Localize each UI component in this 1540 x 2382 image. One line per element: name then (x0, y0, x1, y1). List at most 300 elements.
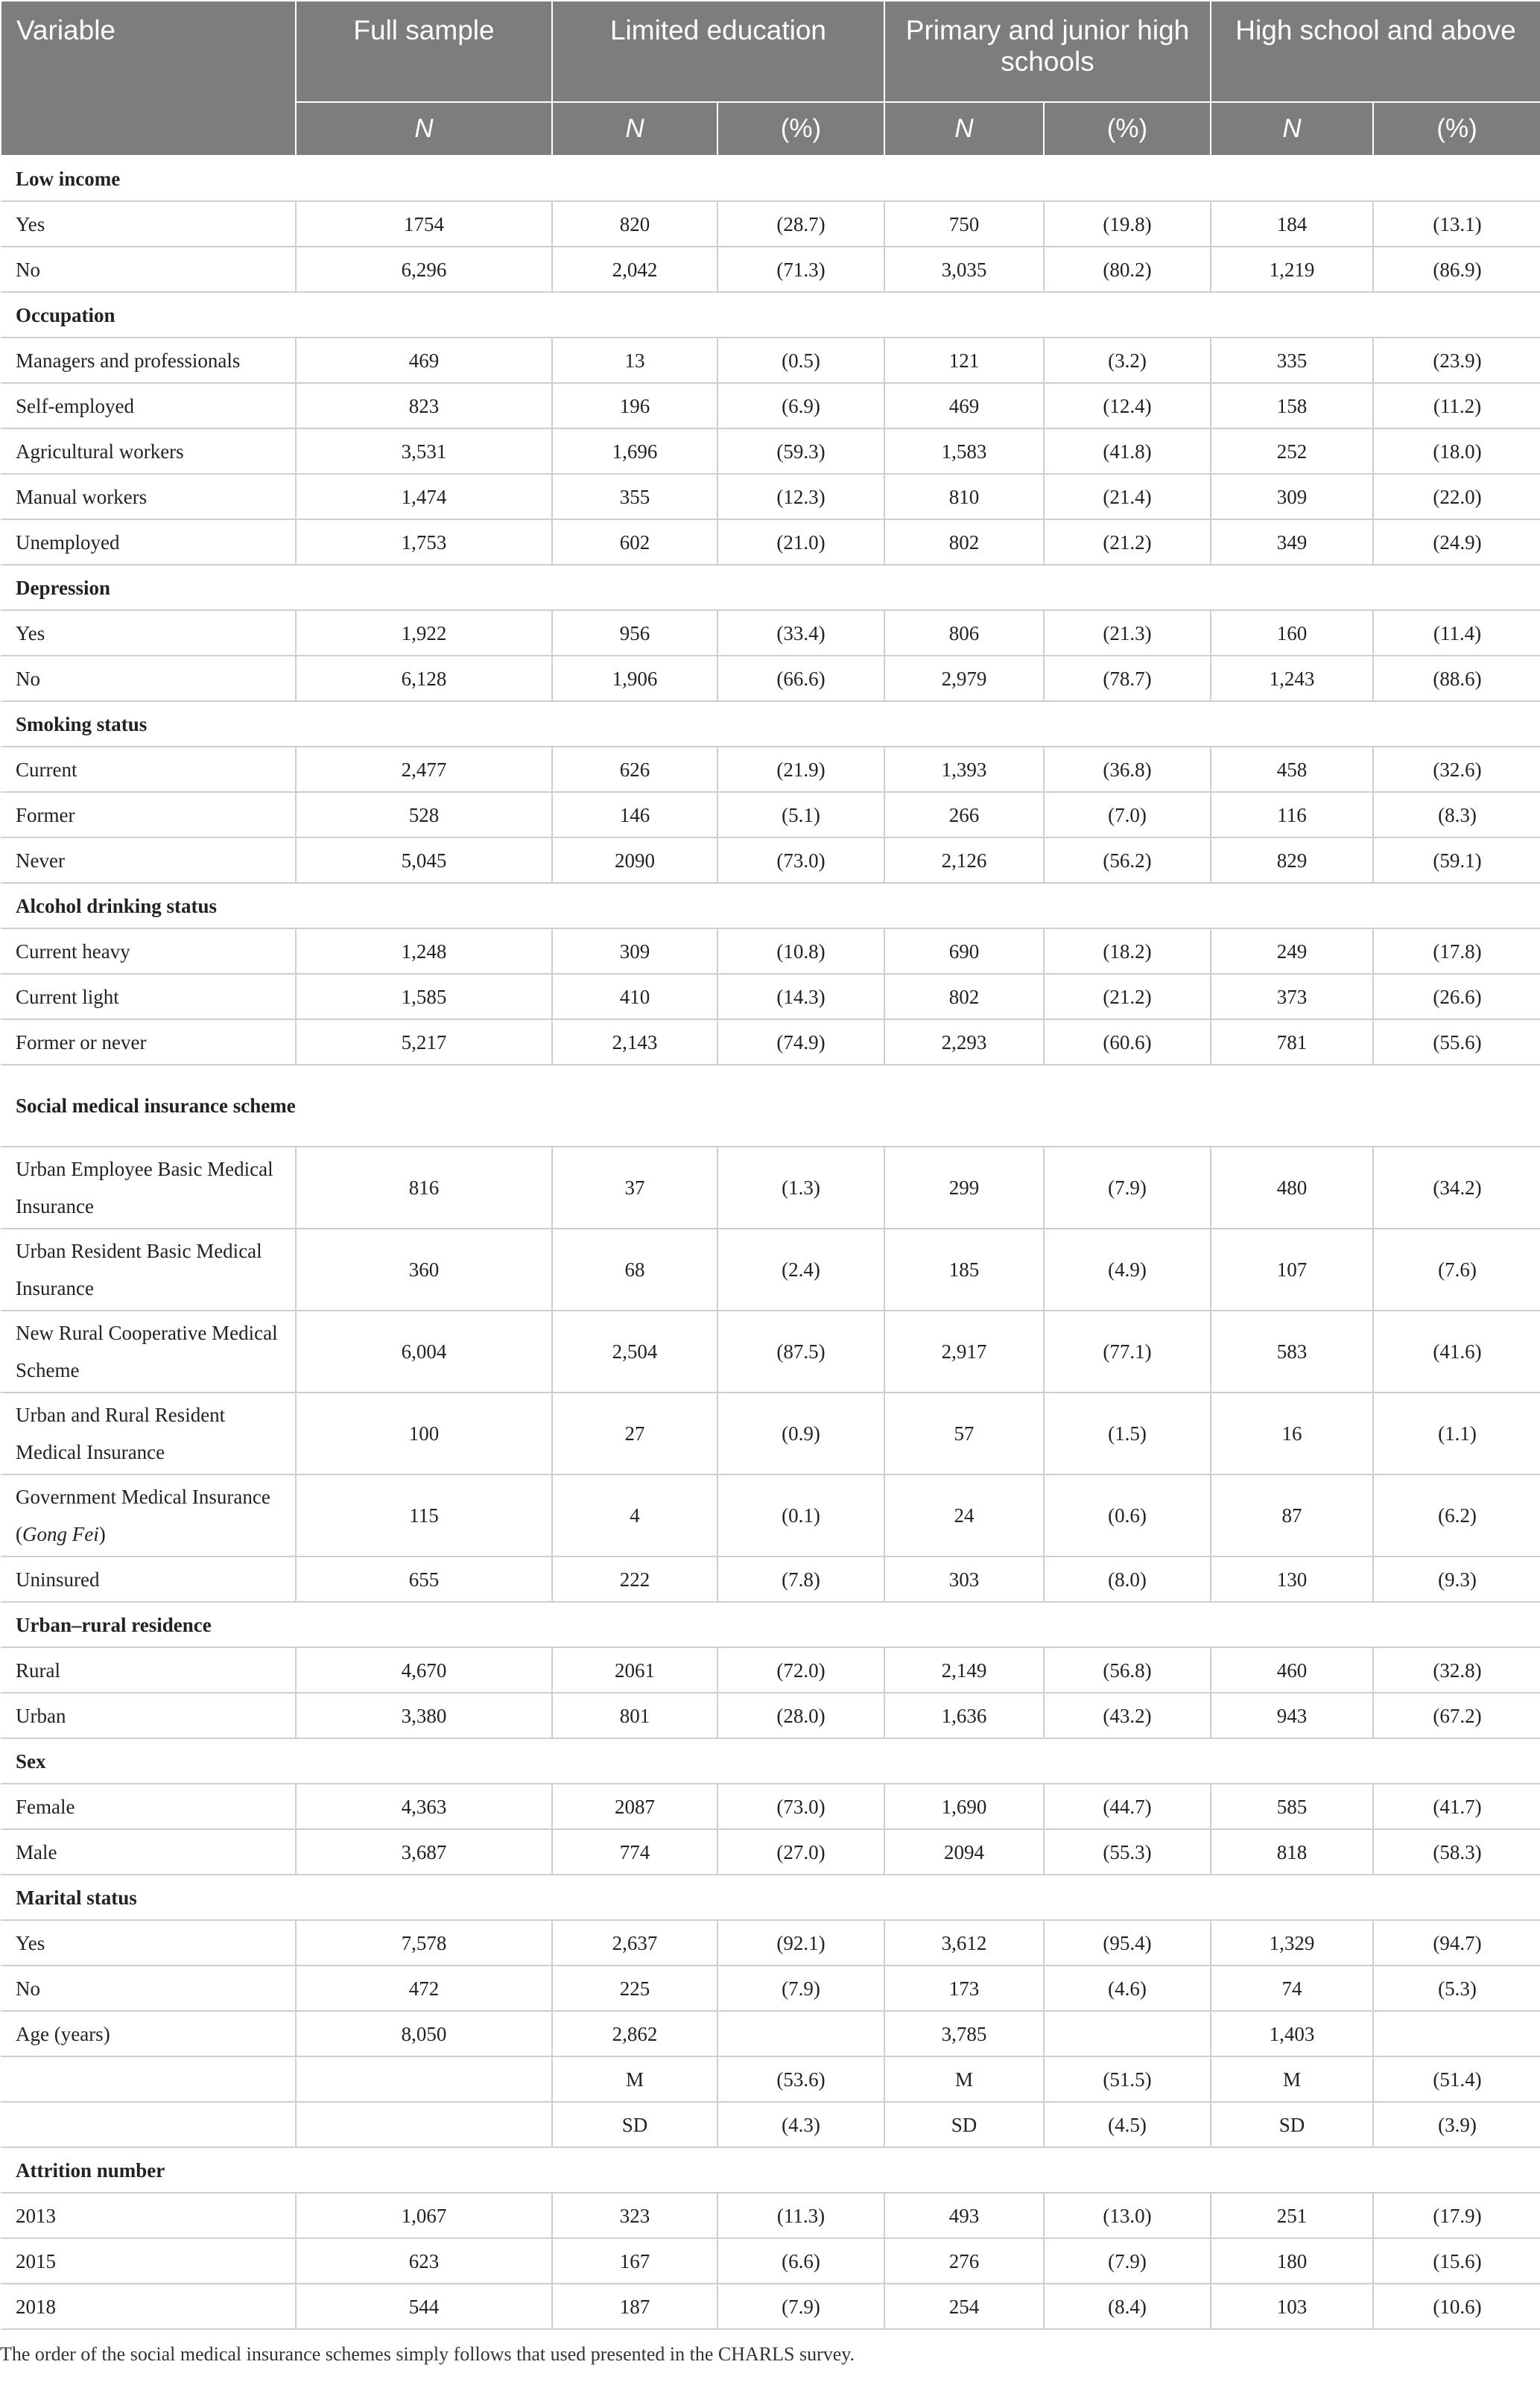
table-row (1, 610, 1540, 656)
table-row (1, 928, 1540, 974)
table-cell: 173 (884, 1966, 1044, 2011)
table-cell: (9.3) (1373, 1556, 1540, 1602)
table-cell: (51.4) (1373, 2056, 1540, 2102)
table-cell: (6.6) (717, 2238, 884, 2284)
header-full-sample: Full sample (296, 1, 552, 102)
section-label: Attrition number (1, 2147, 1540, 2193)
table-cell: 469 (296, 338, 552, 383)
table-cell: 810 (884, 474, 1044, 519)
table-row (1, 1829, 1540, 1875)
table-row (1, 1229, 1540, 1311)
table-cell: (88.6) (1373, 656, 1540, 701)
table-cell: 460 (1211, 1647, 1373, 1693)
table-cell: (26.6) (1373, 974, 1540, 1019)
subheader-n: N (296, 102, 552, 156)
table-cell: 373 (1211, 974, 1373, 1019)
table-cell: (12.4) (1044, 383, 1211, 428)
row-label-suffix: ) (98, 1523, 106, 1545)
table-cell: 27 (552, 1393, 717, 1475)
table-cell: (5.3) (1373, 1966, 1540, 2011)
table-cell: (95.4) (1044, 1920, 1211, 1966)
table-cell: 2,477 (296, 747, 552, 792)
table-cell: (36.8) (1044, 747, 1211, 792)
table-row (1, 1784, 1540, 1829)
table-cell: 2,042 (552, 247, 717, 292)
table-cell: 115 (296, 1475, 552, 1556)
table-cell: 360 (296, 1229, 552, 1311)
table-cell: 823 (296, 383, 552, 428)
table-row (1, 338, 1540, 383)
header-variable: Variable (1, 1, 296, 156)
table-cell: (21.2) (1044, 974, 1211, 1019)
table-row (1, 2284, 1540, 2329)
table-cell: 626 (552, 747, 717, 792)
table-cell: 6,004 (296, 1311, 552, 1393)
table-cell: 303 (884, 1556, 1044, 1602)
row-label: Never (1, 837, 296, 883)
table-cell: (8.4) (1044, 2284, 1211, 2329)
table-cell: (15.6) (1373, 2238, 1540, 2284)
table-cell: 185 (884, 1229, 1044, 1311)
table-cell: 3,785 (884, 2011, 1044, 2056)
table-cell: 116 (1211, 792, 1373, 837)
subheader-pct: (%) (1373, 102, 1540, 156)
table-cell: 3,035 (884, 247, 1044, 292)
table-cell: (28.7) (717, 201, 884, 247)
table-cell: (0.1) (717, 1475, 884, 1556)
table-cell: 2,504 (552, 1311, 717, 1393)
table-row (1, 1147, 1540, 1229)
table-cell: 493 (884, 2193, 1044, 2238)
table-cell: 1,329 (1211, 1920, 1373, 1966)
table-cell: (92.1) (717, 1920, 884, 1966)
table-cell: 1,393 (884, 747, 1044, 792)
section-label: Alcohol drinking status (1, 883, 1540, 928)
subheader-pct: (%) (1044, 102, 1211, 156)
table-cell: 1754 (296, 201, 552, 247)
table-cell: 121 (884, 338, 1044, 383)
table-cell: 623 (296, 2238, 552, 2284)
table-body (1, 156, 1540, 2329)
table-cell: SD (552, 2102, 717, 2147)
table-cell: 103 (1211, 2284, 1373, 2329)
table-cell: (43.2) (1044, 1693, 1211, 1738)
table-cell: 2,143 (552, 1019, 717, 1065)
header-high-school: High school and above (1211, 1, 1540, 102)
row-label (1, 2056, 296, 2102)
table-row (1, 656, 1540, 701)
table-cell: 816 (296, 1147, 552, 1229)
table-cell: 4,363 (296, 1784, 552, 1829)
table-cell: 583 (1211, 1311, 1373, 1393)
table-cell: (78.7) (1044, 656, 1211, 701)
table-row (1, 1647, 1540, 1693)
table-cell: 801 (552, 1693, 717, 1738)
table-row (1, 1556, 1540, 1602)
section-row (1, 1738, 1540, 1784)
table-header (1, 1, 1540, 156)
table-cell: 74 (1211, 1966, 1373, 2011)
table-cell: 266 (884, 792, 1044, 837)
table-cell: (11.4) (1373, 610, 1540, 656)
table-cell: (8.3) (1373, 792, 1540, 837)
table-row (1, 747, 1540, 792)
row-label: Rural (1, 1647, 296, 1693)
table-cell: (73.0) (717, 1784, 884, 1829)
table-cell: 8,050 (296, 2011, 552, 2056)
table-cell: 2,293 (884, 1019, 1044, 1065)
section-row (1, 883, 1540, 928)
table-cell: (34.2) (1373, 1147, 1540, 1229)
table-cell: 158 (1211, 383, 1373, 428)
row-label: Male (1, 1829, 296, 1875)
table-cell (296, 2056, 552, 2102)
table-row (1, 247, 1540, 292)
row-label: Uninsured (1, 1556, 296, 1602)
table-cell: 16 (1211, 1393, 1373, 1475)
table-row (1, 201, 1540, 247)
section-label: Urban–rural residence (1, 1602, 1540, 1647)
table-cell: (11.2) (1373, 383, 1540, 428)
row-label: Current (1, 747, 296, 792)
table-cell: 1,906 (552, 656, 717, 701)
table-cell: (27.0) (717, 1829, 884, 1875)
table-cell: 806 (884, 610, 1044, 656)
table-cell: 251 (1211, 2193, 1373, 2238)
table-cell: 187 (552, 2284, 717, 2329)
table-cell: 3,380 (296, 1693, 552, 1738)
table-row (1, 428, 1540, 474)
table-cell: 2090 (552, 837, 717, 883)
table-cell: 309 (552, 928, 717, 974)
row-label: No (1, 247, 296, 292)
table-cell: (18.0) (1373, 428, 1540, 474)
table-cell: 160 (1211, 610, 1373, 656)
table-cell: 196 (552, 383, 717, 428)
table-cell: (77.1) (1044, 1311, 1211, 1393)
table-row (1, 2238, 1540, 2284)
table-cell: 480 (1211, 1147, 1373, 1229)
section-label: Marital status (1, 1875, 1540, 1920)
table-cell: 2,917 (884, 1311, 1044, 1393)
row-label (1, 1475, 296, 1556)
table-cell: (7.0) (1044, 792, 1211, 837)
table-cell: (1.3) (717, 1147, 884, 1229)
table-cell: 4 (552, 1475, 717, 1556)
table-cell: (4.3) (717, 2102, 884, 2147)
table-cell: (0.9) (717, 1393, 884, 1475)
table-cell: (21.4) (1044, 474, 1211, 519)
table-row (1, 974, 1540, 1019)
table-row (1, 1693, 1540, 1738)
table-cell: 130 (1211, 1556, 1373, 1602)
table-cell: 1,583 (884, 428, 1044, 474)
row-label-italic: Gong Fei (22, 1523, 99, 1545)
table-cell: 2,149 (884, 1647, 1044, 1693)
table-cell: 544 (296, 2284, 552, 2329)
row-label-text: Government Medical Insurance ( (16, 1486, 270, 1545)
table-cell: 349 (1211, 519, 1373, 565)
table-cell: (5.1) (717, 792, 884, 837)
section-label: Smoking status (1, 701, 1540, 747)
table-cell: (7.8) (717, 1556, 884, 1602)
table-cell: (21.0) (717, 519, 884, 565)
row-label: Yes (1, 201, 296, 247)
row-label: 2013 (1, 2193, 296, 2238)
table-row (1, 519, 1540, 565)
table-cell: (22.0) (1373, 474, 1540, 519)
section-row (1, 1065, 1540, 1147)
table-cell: (4.5) (1044, 2102, 1211, 2147)
table-cell: 13 (552, 338, 717, 383)
table-cell: (59.3) (717, 428, 884, 474)
table-cell: 1,690 (884, 1784, 1044, 1829)
table-row (1, 1019, 1540, 1065)
table-cell: (74.9) (717, 1019, 884, 1065)
table-cell: (86.9) (1373, 247, 1540, 292)
table-cell: 469 (884, 383, 1044, 428)
table-cell: (32.6) (1373, 747, 1540, 792)
table-cell: 472 (296, 1966, 552, 2011)
row-label: Manual workers (1, 474, 296, 519)
table-cell: 1,067 (296, 2193, 552, 2238)
section-row (1, 2147, 1540, 2193)
header-primary-junior: Primary and junior high schools (884, 1, 1211, 102)
table-cell: 458 (1211, 747, 1373, 792)
table-cell: (14.3) (717, 974, 884, 1019)
row-label: Self-employed (1, 383, 296, 428)
table-cell: 107 (1211, 1229, 1373, 1311)
table-cell: 5,217 (296, 1019, 552, 1065)
table-cell: (11.3) (717, 2193, 884, 2238)
table-cell: (94.7) (1373, 1920, 1540, 1966)
table-cell: (7.9) (717, 2284, 884, 2329)
table-cell: (67.2) (1373, 1693, 1540, 1738)
table-cell: (53.6) (717, 2056, 884, 2102)
table-cell: (55.6) (1373, 1019, 1540, 1065)
table-cell: 252 (1211, 428, 1373, 474)
row-label: Yes (1, 610, 296, 656)
table-cell: 1,696 (552, 428, 717, 474)
table-cell: (6.2) (1373, 1475, 1540, 1556)
table-cell: 943 (1211, 1693, 1373, 1738)
table-cell: 5,045 (296, 837, 552, 883)
table-cell: (8.0) (1044, 1556, 1211, 1602)
table-cell: 410 (552, 974, 717, 1019)
table-cell: 1,636 (884, 1693, 1044, 1738)
table-cell: (72.0) (717, 1647, 884, 1693)
table-cell: (21.3) (1044, 610, 1211, 656)
table-row (1, 2011, 1540, 2056)
table-cell: 309 (1211, 474, 1373, 519)
section-row (1, 701, 1540, 747)
table-cell: 3,687 (296, 1829, 552, 1875)
table-cell: 3,612 (884, 1920, 1044, 1966)
table-cell: (23.9) (1373, 338, 1540, 383)
table-cell: (21.2) (1044, 519, 1211, 565)
section-label: Sex (1, 1738, 1540, 1784)
table-row (1, 792, 1540, 837)
table-cell: 323 (552, 2193, 717, 2238)
section-row (1, 292, 1540, 338)
section-label: Social medical insurance scheme (1, 1065, 1540, 1147)
table-cell: 6,128 (296, 656, 552, 701)
table-cell: 180 (1211, 2238, 1373, 2284)
subheader-pct: (%) (717, 102, 884, 156)
table-cell: 602 (552, 519, 717, 565)
table-cell: (7.9) (1044, 2238, 1211, 2284)
table-cell: 222 (552, 1556, 717, 1602)
table-cell: 6,296 (296, 247, 552, 292)
table-cell: (17.8) (1373, 928, 1540, 974)
table-cell: (87.5) (717, 1311, 884, 1393)
table-cell: M (1211, 2056, 1373, 2102)
table-cell: 2087 (552, 1784, 717, 1829)
table-row (1, 1966, 1540, 2011)
table-cell: (7.9) (1044, 1147, 1211, 1229)
table-cell: (24.9) (1373, 519, 1540, 565)
row-label: Age (years) (1, 2011, 296, 2056)
table-row (1, 2193, 1540, 2238)
table-cell: 1,474 (296, 474, 552, 519)
table-cell: 276 (884, 2238, 1044, 2284)
table-cell: (13.0) (1044, 2193, 1211, 2238)
table-cell: SD (884, 2102, 1044, 2147)
row-label: Urban Resident Basic Medical Insurance (1, 1229, 296, 1311)
table-cell: 829 (1211, 837, 1373, 883)
table-cell: 802 (884, 974, 1044, 1019)
table-footnote: The order of the social medical insurance schemes simply follows that used presented in the CHARLS survey. (0, 2343, 855, 2365)
row-label: Urban Employee Basic Medical Insurance (1, 1147, 296, 1229)
table-cell: (2.4) (717, 1229, 884, 1311)
row-label: Current light (1, 974, 296, 1019)
table-cell: (59.1) (1373, 837, 1540, 883)
header-limited-education: Limited education (552, 1, 884, 102)
table-cell: (41.7) (1373, 1784, 1540, 1829)
subheader-n: N (552, 102, 717, 156)
table-cell: 1,585 (296, 974, 552, 1019)
table-cell: (6.9) (717, 383, 884, 428)
table-cell: 818 (1211, 1829, 1373, 1875)
table-cell: 956 (552, 610, 717, 656)
table-cell: (73.0) (717, 837, 884, 883)
section-row (1, 565, 1540, 610)
table-cell: 802 (884, 519, 1044, 565)
table-cell: M (884, 2056, 1044, 2102)
table-cell (1373, 2011, 1540, 2056)
row-label: 2015 (1, 2238, 296, 2284)
table-cell: 1,403 (1211, 2011, 1373, 2056)
table-cell: 774 (552, 1829, 717, 1875)
table-row (1, 2056, 1540, 2102)
table-cell: 184 (1211, 201, 1373, 247)
table-cell: (56.2) (1044, 837, 1211, 883)
table-cell: 299 (884, 1147, 1044, 1229)
table-cell: 2061 (552, 1647, 717, 1693)
table-cell: (55.3) (1044, 1829, 1211, 1875)
table-row (1, 474, 1540, 519)
table-cell: (71.3) (717, 247, 884, 292)
table-cell: (1.5) (1044, 1393, 1211, 1475)
row-label: Yes (1, 1920, 296, 1966)
table-cell: (3.2) (1044, 338, 1211, 383)
table-cell: 1,753 (296, 519, 552, 565)
table-cell: (44.7) (1044, 1784, 1211, 1829)
table-cell: 249 (1211, 928, 1373, 974)
row-label: Unemployed (1, 519, 296, 565)
table-cell: 585 (1211, 1784, 1373, 1829)
row-label (1, 2102, 296, 2147)
table-cell: 225 (552, 1966, 717, 2011)
table-cell (1044, 2011, 1211, 2056)
table-cell: 1,243 (1211, 656, 1373, 701)
table-cell: 750 (884, 201, 1044, 247)
table-cell: 820 (552, 201, 717, 247)
table-cell: SD (1211, 2102, 1373, 2147)
table-cell: 655 (296, 1556, 552, 1602)
table-cell: (7.6) (1373, 1229, 1540, 1311)
row-label: Female (1, 1784, 296, 1829)
table-cell: (1.1) (1373, 1393, 1540, 1475)
table-cell: (13.1) (1373, 201, 1540, 247)
table-cell (296, 2102, 552, 2147)
table-cell: 2,979 (884, 656, 1044, 701)
table-cell: 57 (884, 1393, 1044, 1475)
table-cell: (0.5) (717, 338, 884, 383)
table-cell: 24 (884, 1475, 1044, 1556)
table-row (1, 383, 1540, 428)
table-cell: 4,670 (296, 1647, 552, 1693)
table-cell: 3,531 (296, 428, 552, 474)
table-cell: 690 (884, 928, 1044, 974)
table-cell: (12.3) (717, 474, 884, 519)
row-label: New Rural Cooperative Medical Scheme (1, 1311, 296, 1393)
row-label: Former or never (1, 1019, 296, 1065)
table-cell: (60.6) (1044, 1019, 1211, 1065)
section-label: Low income (1, 156, 1540, 201)
subheader-n: N (884, 102, 1044, 156)
table-cell: (80.2) (1044, 247, 1211, 292)
table-cell: 2094 (884, 1829, 1044, 1875)
table-cell: 7,578 (296, 1920, 552, 1966)
row-label: Agricultural workers (1, 428, 296, 474)
table-cell: 167 (552, 2238, 717, 2284)
table-cell: (28.0) (717, 1693, 884, 1738)
table-cell: 2,862 (552, 2011, 717, 2056)
table-cell: 1,248 (296, 928, 552, 974)
table-row (1, 2102, 1540, 2147)
table-cell: (41.6) (1373, 1311, 1540, 1393)
table-row (1, 1393, 1540, 1475)
row-label: Managers and professionals (1, 338, 296, 383)
row-label: Former (1, 792, 296, 837)
section-row (1, 1875, 1540, 1920)
table-cell: 781 (1211, 1019, 1373, 1065)
table-cell: 1,219 (1211, 247, 1373, 292)
row-label: Urban and Rural Resident Medical Insurance (1, 1393, 296, 1475)
row-label: No (1, 656, 296, 701)
table-row (1, 837, 1540, 883)
table-cell: (7.9) (717, 1966, 884, 2011)
table-cell: 2,126 (884, 837, 1044, 883)
table-cell: M (552, 2056, 717, 2102)
row-label: 2018 (1, 2284, 296, 2329)
row-label: Urban (1, 1693, 296, 1738)
table-cell: (4.9) (1044, 1229, 1211, 1311)
row-label: No (1, 1966, 296, 2011)
table-cell: (0.6) (1044, 1475, 1211, 1556)
table-cell: (18.2) (1044, 928, 1211, 974)
